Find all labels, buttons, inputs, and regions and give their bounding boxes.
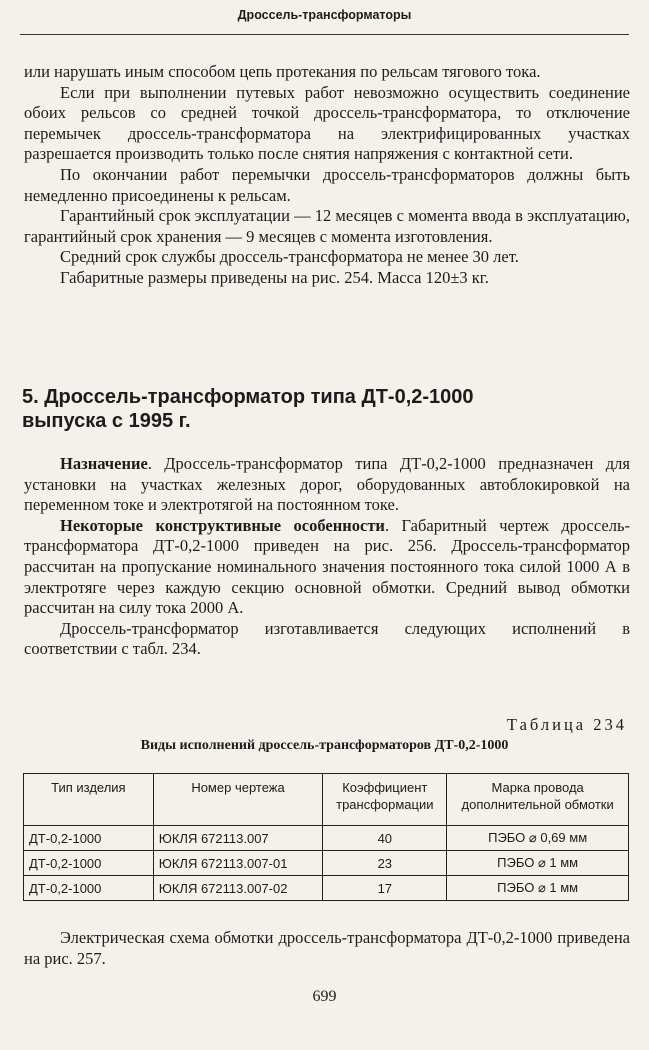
paragraph: Гарантийный срок эксплуатации — 12 месяцев с момента ввода в эксплуатацию, гарантийный срок хранения — 9 месяцев с момента изготовления. xyxy=(24,206,630,246)
section-heading xyxy=(22,385,622,433)
paragraph: По окончании работ перемычки дроссель-трансформаторов должны быть немедленно присоединены к рельсам. xyxy=(24,164,630,205)
paragraph: Назначение. Дроссель-трансформатор типа ДТ-0,2-1000 предназначен для установки на участках железных дорог, оборудованных автоблокировкой на переменном токе и электротягой на постоянном токе. xyxy=(24,454,630,515)
text-block-bottom xyxy=(24,928,630,969)
table-cell: ДТ-0,2-1000 xyxy=(24,826,154,851)
table-cell: ЮКЛЯ 672113.007-02 xyxy=(153,876,323,901)
table-cell: ПЭБО ⌀ 0,69 мм xyxy=(447,826,629,851)
column-header: Марка провода дополнительной обмотки xyxy=(447,774,629,826)
text-block-middle xyxy=(24,454,630,660)
run-in-heading: Некоторые конструктивные особенности xyxy=(60,515,385,535)
paragraph: Если при выполнении путевых работ невозможно осуществить соединение обоих рельсов со средней точкой дроссель-трансформатора, то отключение перемычек дроссель-трансформатора на электрифицированных участках разрешается производить только после снятия напряжения с контактной сети. xyxy=(24,82,630,164)
table-row xyxy=(24,876,629,901)
paragraph: Средний срок службы дроссель-трансформатора не менее 30 лет. xyxy=(60,247,519,267)
table-cell: ПЭБО ⌀ 1 мм xyxy=(447,851,629,876)
paragraph: Электрическая схема обмотки дроссель-трансформатора ДТ-0,2-1000 приведена на рис. 257. xyxy=(24,928,630,968)
paragraph: Некоторые конструктивные особенности. Габаритный чертеж дроссель-трансформатора ДТ-0,2-1000 приведен на рис. 256. Дроссель-трансформатор рассчитан на пропускание номинального значения постоянного тока силой 1000 А в электротяге через каждую секцию основной обмотки. Средний вывод обмотки рассчитан на силу тока 2000 А. xyxy=(24,515,630,618)
table-cell: ДТ-0,2-1000 xyxy=(24,851,154,876)
table-cell: 17 xyxy=(323,876,447,901)
running-header: Дроссель-трансформаторы xyxy=(237,8,412,22)
text-block-top xyxy=(24,62,630,289)
table-cell: ЮКЛЯ 672113.007-01 xyxy=(153,851,323,876)
table-header-row xyxy=(24,774,629,826)
table-row xyxy=(24,826,629,851)
column-header: Тип изделия xyxy=(24,774,154,826)
table-cell: ЮКЛЯ 672113.007 xyxy=(153,826,323,851)
paragraph: или нарушать иным способом цепь протекания по рельсам тягового тока. xyxy=(24,62,541,81)
table-row xyxy=(24,851,629,876)
spec-table xyxy=(23,773,629,901)
table-cell: ДТ-0,2-1000 xyxy=(24,876,154,901)
section-heading-line: выпуска с 1995 г. xyxy=(22,410,191,432)
column-header: Номер чертежа xyxy=(153,774,323,826)
table-cell: 40 xyxy=(323,826,447,851)
paragraph: Габаритные размеры приведены на рис. 254. Масса 120±3 кг. xyxy=(60,267,489,287)
section-heading-line: 5. Дроссель-трансформатор типа ДТ-0,2-1000 xyxy=(22,386,474,408)
column-header: Коэффициент трансформации xyxy=(323,774,447,826)
table-cell: 23 xyxy=(323,851,447,876)
table-caption: Виды исполнений дроссель-трансформаторов ДТ-0,2-1000 xyxy=(140,738,509,753)
page-number: 699 xyxy=(312,988,337,1005)
table-cell: ПЭБО ⌀ 1 мм xyxy=(447,876,629,901)
header-rule xyxy=(20,34,629,35)
paragraph: Дроссель-трансформатор изготавливается следующих исполнений в соответствии с табл. 234. xyxy=(24,618,630,659)
table-number: Таблица 234 xyxy=(506,715,627,734)
run-in-heading: Назначение xyxy=(60,454,148,473)
